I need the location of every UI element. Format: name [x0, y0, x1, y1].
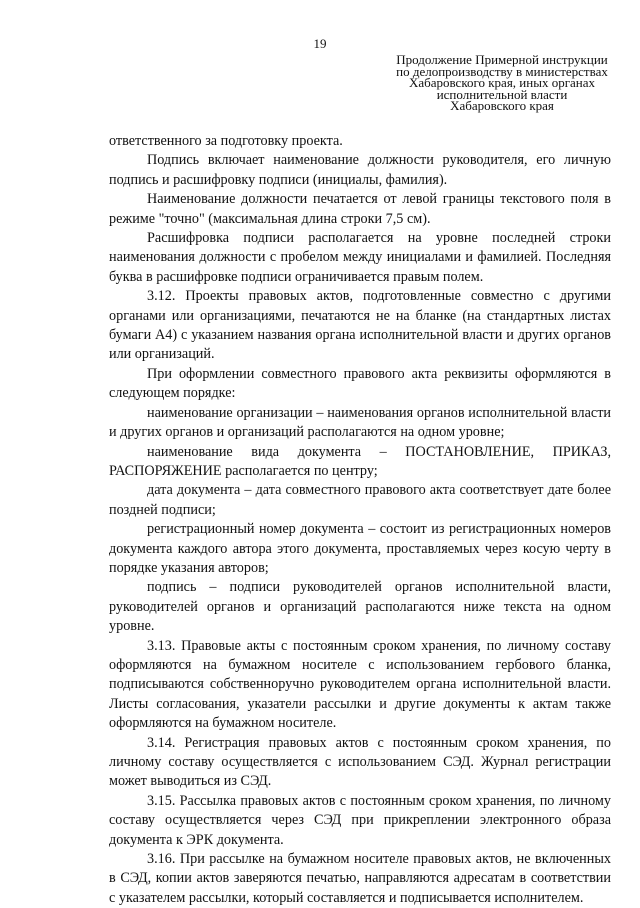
- paragraph: ответственного за подготовку проекта.: [109, 133, 343, 149]
- document-body: [109, 132, 611, 908]
- paragraph-3-16: 3.16. При рассылке на бумажном носителе правовых актов, не включенных в СЭД, копии актов заверяются печатью, направляются адресатам в соответствии с указателем рассылки, который составляется и подписывается исполнителем.: [109, 851, 611, 906]
- header-line: по делопроизводству в министерствах: [396, 63, 608, 79]
- paragraph: Наименование должности печатается от левой границы текстового поля в режиме "точно" (максимальная длина строки 7,5 см).: [109, 191, 611, 227]
- page-number: 19: [313, 36, 327, 51]
- header-line: исполнительной власти: [436, 86, 568, 102]
- header-line: Хабаровского края: [450, 98, 554, 113]
- paragraph-3-14: 3.14. Регистрация правовых актов с постоянным сроком хранения, по личному составу осуществляется с использованием СЭД. Журнал регистрации может выводиться из СЭД.: [109, 734, 611, 790]
- paragraph-3-15: 3.15. Рассылка правовых актов с постоянным сроком хранения, по личному составу осуществляется через СЭД при прикреплении электронного образа документа к ЭРК документа.: [109, 792, 611, 848]
- list-item: подпись – подписи руководителей органов исполнительной власти, руководителей органов и организаций располагаются ниже текста на одном уровне.: [109, 579, 611, 635]
- paragraph-3-12: 3.12. Проекты правовых актов, подготовленные совместно с другими органами или организациями, печатаются не на бланке (на стандартных листах бумаги А4) с указанием названия органа исполнительной власти и других органов или организаций.: [109, 288, 611, 363]
- paragraph: При оформлении совместного правового акта реквизиты оформляются в следующем порядке:: [109, 365, 611, 402]
- header-line: Хабаровского края, иных органах: [408, 75, 596, 90]
- list-item: дата документа – дата совместного правового акта соответствует дате более поздней подписи;: [109, 482, 611, 518]
- paragraph: Подпись включает наименование должности руководителя, его личную подпись и расшифровку подписи (инициалы, фамилия).: [109, 152, 611, 188]
- paragraph: Расшифровка подписи располагается на уровне последней строки наименования должности с пробелом между инициалами и фамилией. Последняя буква в расшифровке подписи ограничивается правым полем.: [109, 230, 611, 285]
- header-line: Продолжение Примерной инструкции: [396, 52, 608, 67]
- paragraph-3-13: 3.13. Правовые акты с постоянным сроком хранения, по личному составу оформляются на бумажном носителе с использованием гербового бланка, подписываются собственноручно руководителем органа исполнительной власти. Листы согласования, указатели рассылки и другие документы к актам также оформляются на бумажном носителе.: [109, 637, 611, 732]
- list-item: регистрационный номер документа – состоит из регистрационных номеров документа каждого автора этого документа, проставляемых через косую черту в порядке указания авторов;: [109, 521, 611, 576]
- continuation-header: [372, 54, 632, 112]
- list-item: наименование организации – наименования органов исполнительной власти и других органов и организаций располагаются на одном уровне;: [109, 404, 611, 441]
- list-item: наименование вида документа – ПОСТАНОВЛЕНИЕ, ПРИКАЗ, РАСПОРЯЖЕНИЕ располагается по центру;: [109, 443, 611, 479]
